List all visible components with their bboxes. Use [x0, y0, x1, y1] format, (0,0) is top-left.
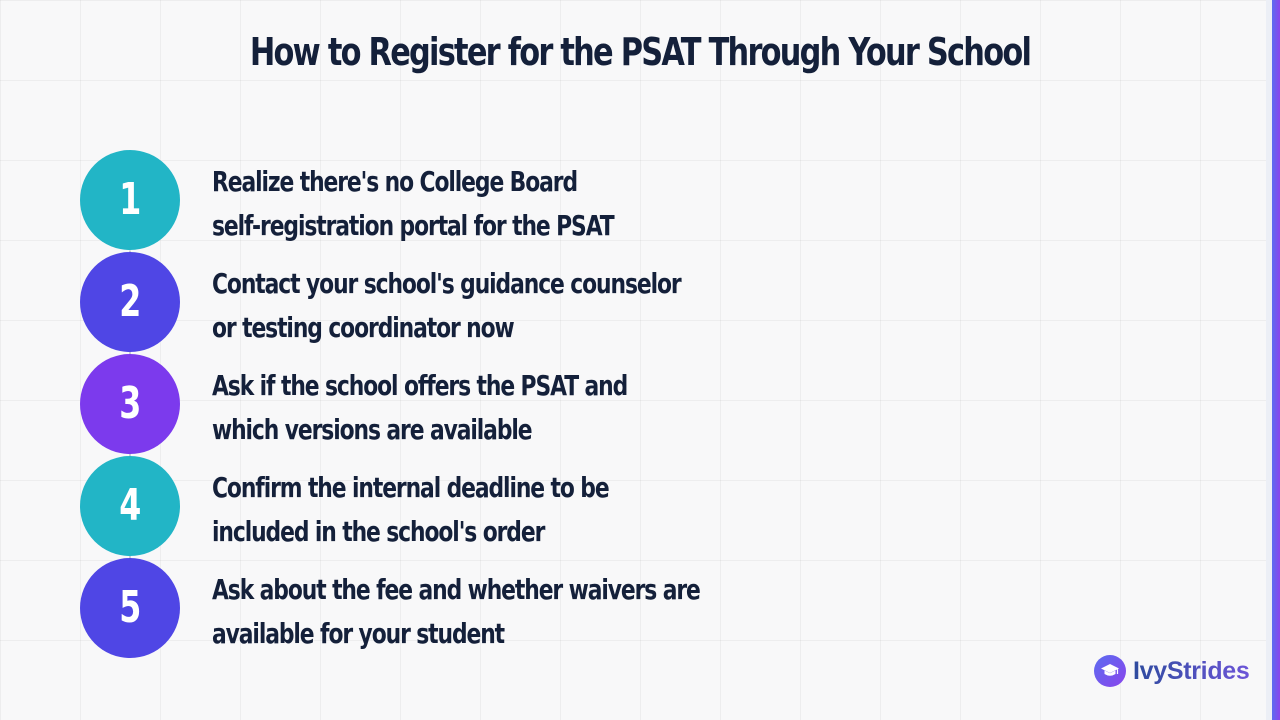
brand-name: IvyStrides	[1133, 656, 1250, 685]
step-item-3	[80, 354, 800, 454]
right-accent-bar	[1266, 0, 1280, 720]
step-item-4	[80, 456, 800, 556]
page-title: How to Register for the PSAT Through Your School	[249, 30, 1031, 74]
step-number-badge: 4	[80, 456, 180, 556]
step-text-line: included in the school's order	[212, 515, 545, 548]
step-text-line: Realize there's no College Board	[212, 165, 578, 198]
step-text	[212, 568, 758, 656]
step-number-badge: 2	[80, 252, 180, 352]
graduation-cap-icon	[1094, 655, 1126, 687]
step-text-line: Ask about the fee and whether waivers are	[212, 573, 700, 606]
brand-logo	[1094, 655, 1250, 687]
step-text-line: or testing coordinator now	[212, 311, 514, 344]
step-text-line: self-registration portal for the PSAT	[212, 209, 614, 242]
step-number-badge: 1	[80, 150, 180, 250]
step-text-line: Ask if the school offers the PSAT and	[212, 369, 628, 402]
step-text	[212, 160, 758, 248]
step-text	[212, 262, 758, 350]
step-item-5	[80, 558, 800, 658]
step-number-badge: 5	[80, 558, 180, 658]
step-item-2	[80, 252, 800, 352]
step-item-1	[80, 150, 800, 250]
step-text-line: Confirm the internal deadline to be	[212, 471, 609, 504]
step-text	[212, 466, 758, 554]
step-text-line: Contact your school's guidance counselor	[212, 267, 681, 300]
step-text	[212, 364, 758, 452]
step-text-line: available for your student	[212, 617, 505, 650]
step-text-line: which versions are available	[212, 413, 532, 446]
step-number-badge: 3	[80, 354, 180, 454]
